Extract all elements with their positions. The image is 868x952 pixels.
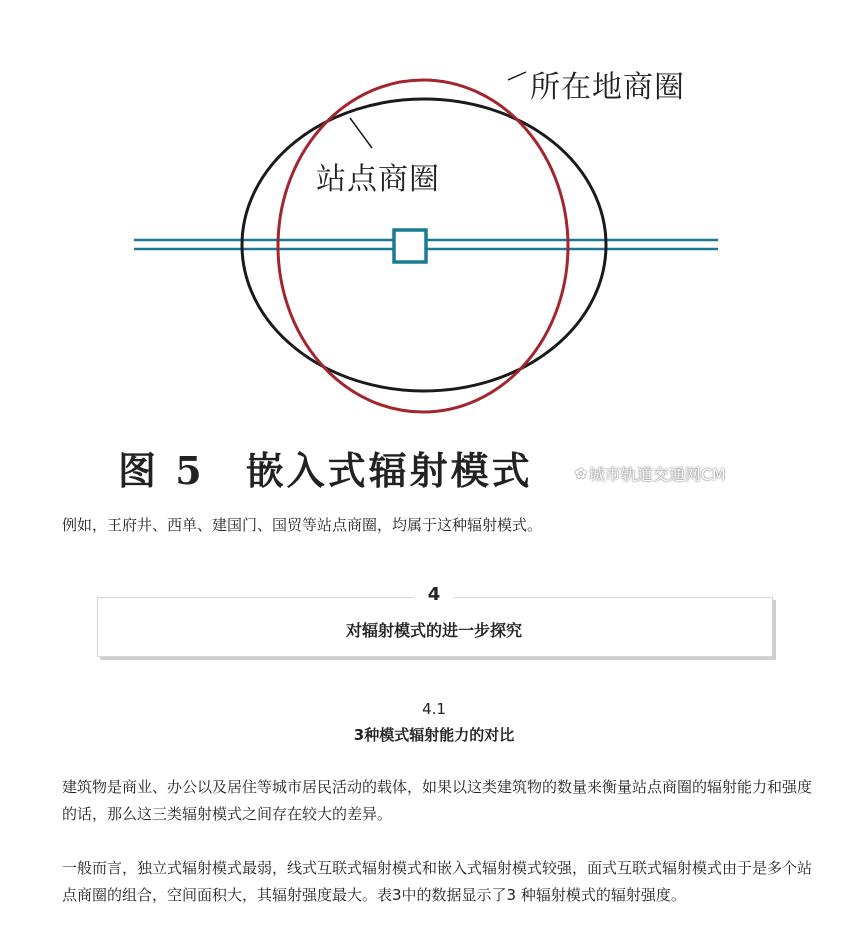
wechat-icon: ✿: [575, 465, 587, 482]
paragraph-building-carriers: 建筑物是商业、办公以及居住等城市居民活动的载体，如果以这类建筑物的数量来衡量站点商圈的辐射能力和强度的话，那么这三类辐射模式之间存在较大的差异。: [62, 778, 813, 823]
station-trade-area-label: 站点商圈: [316, 162, 440, 197]
location-trade-area-label: 所在地商圈: [530, 70, 685, 105]
section-number: 4: [414, 584, 454, 605]
subsection-number: 4.1: [422, 700, 446, 718]
paragraph-examples: 例如，王府井、西单、建国门、国贸等站点商圈，均属于这种辐射模式。: [62, 516, 543, 534]
watermark-text: 城市轨道交通网CM: [588, 465, 726, 484]
station-square: [394, 230, 426, 262]
leader-line-outer: [508, 72, 526, 80]
watermark: [575, 462, 726, 485]
leader-line-inner: [350, 118, 372, 148]
subsection-title: 3种模式辐射能力的对比: [353, 726, 515, 744]
figure-caption: 图 5 嵌入式辐射模式: [118, 448, 533, 493]
paragraph-radiation-strength: 一般而言，独立式辐射模式最弱，线式互联式辐射模式和嵌入式辐射模式较强，面式互联式辐射模式由于是多个站点商圈的组合，空间面积大，其辐射强度最大。表3中的数据显示了3 种辐射模式的辐射强度。: [62, 859, 813, 904]
section-title: 对辐射模式的进一步探究: [345, 621, 522, 640]
